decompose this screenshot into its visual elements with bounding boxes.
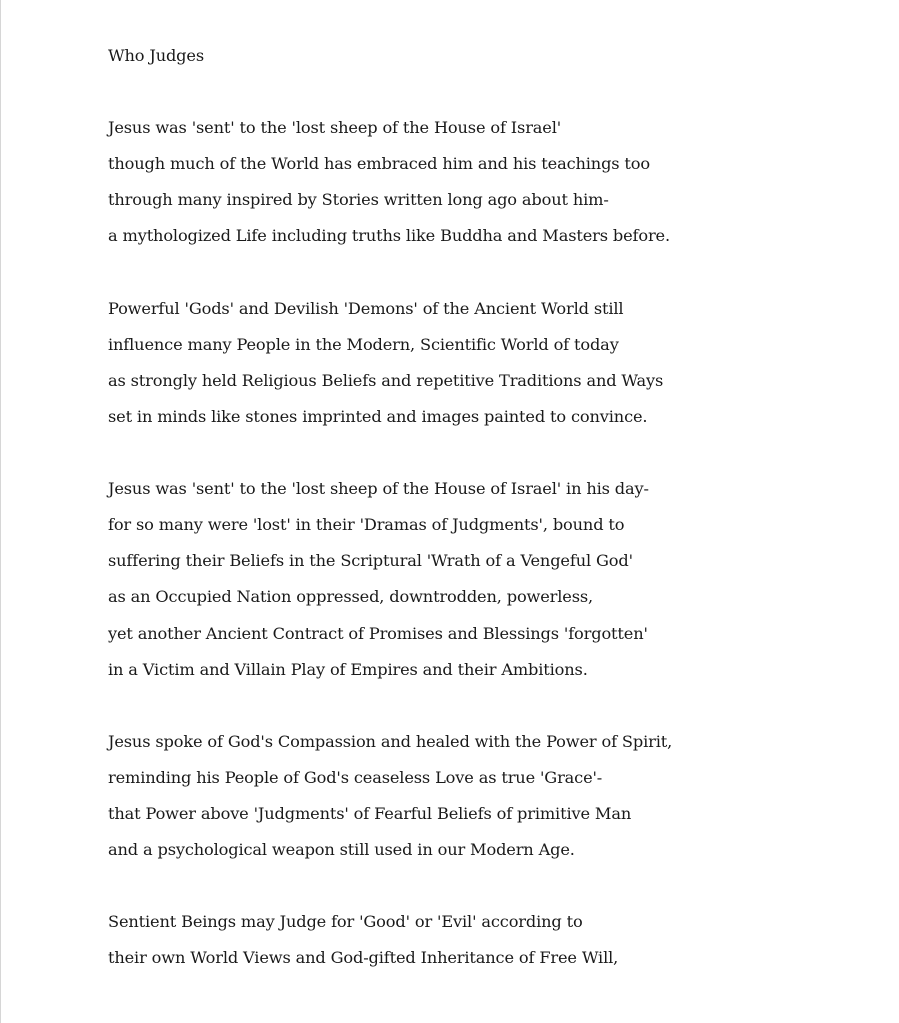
poem-line: Jesus spoke of God's Compassion and healed with the Power of Spirit, (108, 731, 673, 751)
poem-line: as an Occupied Nation oppressed, downtrodden, powerless, (108, 587, 594, 607)
stanza-4 (108, 728, 808, 872)
poem-line: Powerful 'Gods' and Devilish 'Demons' of the Ancient World still (108, 298, 624, 318)
blank-line (108, 439, 808, 475)
poem-line: that Power above 'Judgments' of Fearful Beliefs of primitive Man (108, 803, 632, 823)
poem-line: though much of the World has embraced him and his teachings too (108, 154, 650, 174)
poem-title: Who Judges (108, 46, 204, 65)
stanza-1 (108, 114, 808, 258)
poem-line: Sentient Beings may Judge for 'Good' or 'Evil' according to (108, 912, 583, 932)
poem-line: Jesus was 'sent' to the 'lost sheep of the House of Israel' in his day- (108, 479, 649, 499)
stanza-5 (108, 908, 808, 980)
poem-line: set in minds like stones imprinted and images painted to convince. (108, 406, 648, 426)
blank-line (108, 872, 808, 908)
stanza-2 (108, 295, 808, 439)
stanza-3 (108, 475, 808, 692)
poem-line: their own World Views and God-gifted Inheritance of Free Will, (108, 948, 619, 968)
poem-line: and a psychological weapon still used in our Modern Age. (108, 840, 575, 860)
blank-line (108, 78, 808, 114)
poem-line: reminding his People of God's ceaseless Love as true 'Grace'- (108, 767, 603, 787)
poem-line: yet another Ancient Contract of Promises and Blessings 'forgotten' (108, 623, 648, 643)
poem-line: as strongly held Religious Beliefs and repetitive Traditions and Ways (108, 370, 664, 390)
blank-line (108, 259, 808, 295)
poem-line: through many inspired by Stories written long ago about him- (108, 190, 609, 210)
poem-line: Jesus was 'sent' to the 'lost sheep of the House of Israel' (108, 118, 562, 138)
poem-line: for so many were 'lost' in their 'Dramas of Judgments', bound to (108, 515, 625, 535)
blank-line (108, 692, 808, 728)
document-body (108, 42, 808, 980)
poem-line: in a Victim and Villain Play of Empires and their Ambitions. (108, 659, 588, 679)
poem-line: suffering their Beliefs in the Scriptural 'Wrath of a Vengeful God' (108, 551, 633, 571)
poem-line: influence many People in the Modern, Scientific World of today (108, 334, 619, 354)
poem-line: a mythologized Life including truths like Buddha and Masters before. (108, 226, 670, 246)
